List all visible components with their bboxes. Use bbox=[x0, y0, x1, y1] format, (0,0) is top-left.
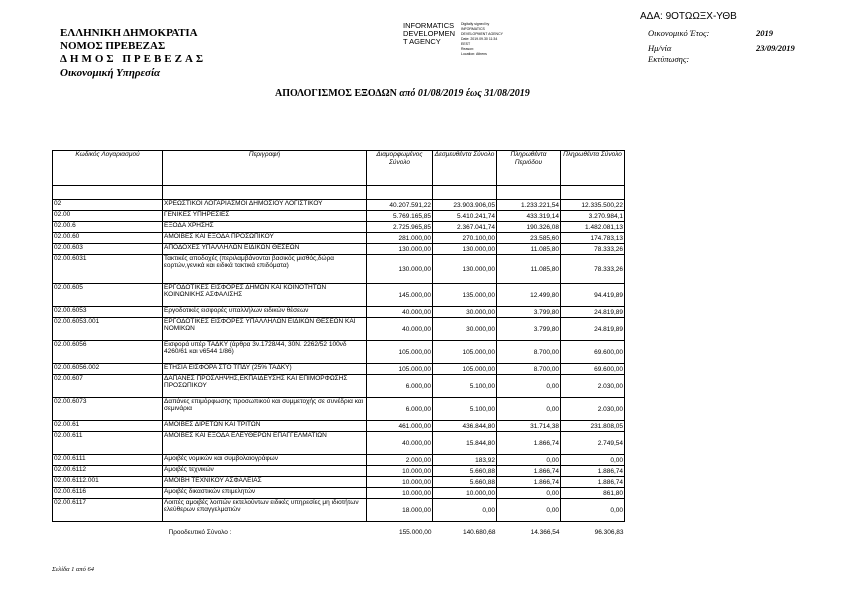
cell-account-code: 02.00.603 bbox=[53, 244, 163, 255]
cell-paid-total: 1.886,74 bbox=[561, 477, 625, 488]
col-header-committed-total: Δεσμευθέντα Σύνολο bbox=[433, 151, 497, 186]
table-row bbox=[53, 200, 625, 211]
table-row bbox=[53, 222, 625, 233]
cell-paid-total: 2.030,00 bbox=[561, 375, 625, 398]
total-spacer bbox=[53, 522, 163, 537]
cell-paid-total: 12.335.500,22 bbox=[561, 200, 625, 211]
cell-account-code: 02.00.6111 bbox=[53, 455, 163, 466]
cell-paid-total: 78.333,26 bbox=[561, 255, 625, 284]
total-paid-period: 14.366,54 bbox=[530, 529, 560, 536]
signature-detail: INFORMATICS bbox=[461, 27, 485, 31]
cell-committed-total: 130.000,00 bbox=[433, 244, 497, 255]
ada-code: ΑΔΑ: 9ΟΤΩΩΞΧ-ΥΘΒ bbox=[640, 11, 737, 22]
signature-line-3: T AGENCY bbox=[403, 37, 441, 46]
cell-account-code: 02.00.6112.001 bbox=[53, 477, 163, 488]
cell-committed-total: 5.410.241,74 bbox=[433, 211, 497, 222]
cell-committed-total: 436.844,80 bbox=[433, 421, 497, 432]
col-header-paid-period: Πληρωθέντα Περιόδου bbox=[497, 151, 561, 186]
org-line-2: ΝΟΜΟΣ ΠΡΕΒΕΖΑΣ bbox=[60, 40, 166, 52]
cell-paid-period: 11.085,80 bbox=[497, 244, 561, 255]
table-row bbox=[53, 499, 625, 522]
cell-description: Αμοιβές τεχνικών bbox=[163, 466, 367, 477]
total-committed: 140.680,68 bbox=[462, 529, 496, 536]
cell-description: Δαπάνες επιμόρφωσης προσωπικού και συμμετοχής σε συνέδρια και σεμινάρια bbox=[163, 398, 367, 421]
cell-account-code: 02.00.6117 bbox=[53, 499, 163, 522]
cell-description: ΧΡΕΩΣΤΙΚΟΙ ΛΟΓΑΡΙΑΣΜΟΙ ΔΗΜΟΣΙΟΥ ΛΟΓΙΣΤΙΚΟΥ bbox=[163, 200, 367, 211]
cell-paid-period: 0,00 bbox=[497, 499, 561, 522]
cell-paid-total: 78.333,26 bbox=[561, 244, 625, 255]
cell-budget-total: 40.000,00 bbox=[367, 307, 433, 318]
total-label: Προοδευτικό Σύνολο : bbox=[168, 529, 232, 536]
total-row bbox=[53, 522, 625, 537]
cell-paid-total: 2.030,00 bbox=[561, 398, 625, 421]
cell-paid-period: 1.866,74 bbox=[497, 466, 561, 477]
cell-description: Αμοιβές νομικών και συμβολαιογράφων bbox=[163, 455, 367, 466]
table-row bbox=[53, 477, 625, 488]
cell-paid-total: 1.886,74 bbox=[561, 466, 625, 477]
table-row bbox=[53, 233, 625, 244]
cell-budget-total: 10.000,00 bbox=[367, 477, 433, 488]
report-title-main: ΑΠΟΛΟΓΙΣΜΟΣ ΕΞΟΔΩΝ bbox=[275, 88, 397, 99]
cell-account-code: 02.00.6073 bbox=[53, 398, 163, 421]
cell-paid-period: 3.799,80 bbox=[497, 307, 561, 318]
cell-committed-total: 105.000,00 bbox=[433, 341, 497, 364]
cell-budget-total: 6.000,00 bbox=[367, 398, 433, 421]
print-date-value: 23/09/2019 bbox=[756, 43, 795, 53]
cell-paid-total: 24.819,89 bbox=[561, 307, 625, 318]
cell-paid-total: 231.808,05 bbox=[561, 421, 625, 432]
cell-paid-period: 11.085,80 bbox=[497, 255, 561, 284]
table-row bbox=[53, 421, 625, 432]
cell-committed-total: 130.000,00 bbox=[433, 255, 497, 284]
signature-details bbox=[461, 22, 503, 57]
cell-paid-total: 1.482.081,13 bbox=[561, 222, 625, 233]
cell-committed-total: 2.367.041,74 bbox=[433, 222, 497, 233]
cell-paid-period: 190.326,08 bbox=[497, 222, 561, 233]
cell-paid-period: 1.866,74 bbox=[497, 432, 561, 455]
cell-paid-total: 69.600,00 bbox=[561, 341, 625, 364]
cell-budget-total: 10.000,00 bbox=[367, 488, 433, 499]
org-line-3: ΔΗΜΟΣ ΠΡΕΒΕΖΑΣ bbox=[60, 53, 207, 65]
report-title-period: από 01/08/2019 έως 31/08/2019 bbox=[399, 88, 530, 99]
print-label: Εκτύπωσης: bbox=[648, 54, 690, 64]
cell-paid-total: 174.783,13 bbox=[561, 233, 625, 244]
cell-description: ΓΕΝΙΚΕΣ ΥΠΗΡΕΣΙΕΣ bbox=[163, 211, 367, 222]
cell-paid-total: 2.749,54 bbox=[561, 432, 625, 455]
cell-paid-total: 94.419,89 bbox=[561, 284, 625, 307]
cell-paid-total: 24.819,89 bbox=[561, 318, 625, 341]
cell-budget-total: 2.725.965,85 bbox=[367, 222, 433, 233]
cell-committed-total: 5.100,00 bbox=[433, 375, 497, 398]
blank-cell bbox=[497, 186, 561, 200]
blank-cell bbox=[561, 186, 625, 200]
cell-paid-period: 433.319,14 bbox=[497, 211, 561, 222]
cell-paid-period: 0,00 bbox=[497, 375, 561, 398]
fiscal-year-label: Οικονομικό Έτος: bbox=[648, 28, 710, 38]
col-header-paid-total: Πληρωθέντα Σύνολο bbox=[561, 151, 625, 186]
blank-cell bbox=[163, 186, 367, 200]
expense-table bbox=[52, 150, 625, 536]
cell-committed-total: 270.100,00 bbox=[433, 233, 497, 244]
cell-account-code: 02.00.611 bbox=[53, 432, 163, 455]
cell-committed-total: 183,92 bbox=[433, 455, 497, 466]
cell-budget-total: 40.000,00 bbox=[367, 318, 433, 341]
cell-description: ΔΑΠΑΝΕΣ ΠΡΟΣΛΗΨΗΣ,ΕΚΠΑΙΔΕΥΣΗΣ ΚΑΙ ΕΠΙΜΟΡΦΩΣΗΣ ΠΡΟΣΩΠΙΚΟΥ bbox=[163, 375, 367, 398]
blank-cell bbox=[53, 186, 163, 200]
cell-description: ΑΜΟΙΒΕΣ ΚΑΙ ΕΞΟΔΑ ΕΛΕΥΘΕΡΩΝ ΕΠΑΓΓΕΛΜΑΤΙΩΝ bbox=[163, 432, 367, 455]
cell-budget-total: 105.000,00 bbox=[367, 341, 433, 364]
cell-description: ΕΞΟΔΑ ΧΡΗΣΗΣ bbox=[163, 222, 367, 233]
cell-paid-total: 69.600,00 bbox=[561, 364, 625, 375]
org-line-4: Οικονομική Υπηρεσία bbox=[60, 67, 161, 79]
col-header-description: Περιγραφή bbox=[163, 151, 367, 186]
table-row bbox=[53, 364, 625, 375]
cell-paid-period: 1.866,74 bbox=[497, 477, 561, 488]
cell-account-code: 02.00.605 bbox=[53, 284, 163, 307]
cell-description: Λοιπές αμοιβές λοιπών εκτελούντων ειδικές υπηρεσίες μη ιδιοτήτων ελεύθερων επαγγελματιών bbox=[163, 499, 367, 522]
cell-description: Αμοιβές δικαστικών επιμελητών bbox=[163, 488, 367, 499]
cell-paid-total: 3.270.984,1 bbox=[561, 211, 625, 222]
cell-committed-total: 23.903.906,05 bbox=[433, 200, 497, 211]
cell-committed-total: 15.844,80 bbox=[433, 432, 497, 455]
cell-description: ΕΡΓΟΔΟΤΙΚΕΣ ΕΙΣΦΟΡΕΣ ΔΗΜΩΝ ΚΑΙ ΚΟΙΝΟΤΗΤΩΝ ΚΟΙΝΩΝΙΚΗΣ ΑΣΦΑΛΙΣΗΣ bbox=[163, 284, 367, 307]
cell-budget-total: 2.000,00 bbox=[367, 455, 433, 466]
table-row bbox=[53, 466, 625, 477]
report-title bbox=[275, 88, 530, 99]
cell-budget-total: 130.000,00 bbox=[367, 244, 433, 255]
cell-paid-period: 31.714,38 bbox=[497, 421, 561, 432]
table-row bbox=[53, 398, 625, 421]
cell-budget-total: 40.207.591,22 bbox=[367, 200, 433, 211]
cell-description: ΑΜΟΙΒΕΣ ΚΑΙ ΕΞΟΔΑ ΠΡΟΣΩΠΙΚΟΥ bbox=[163, 233, 367, 244]
cell-account-code: 02.00.6116 bbox=[53, 488, 163, 499]
cell-paid-period: 23.585,60 bbox=[497, 233, 561, 244]
signature-block bbox=[403, 22, 455, 46]
signature-detail: EEST bbox=[461, 42, 471, 46]
cell-description: Τακτικές αποδοχές (περιλαμβάνονται βασικός μισθός,δώρα εορτών,γενικά και ειδικά τακτικά επιδόματα) bbox=[163, 255, 367, 284]
signature-detail: Date: 2019.09.30 11:34 bbox=[461, 37, 498, 41]
cell-paid-period: 0,00 bbox=[497, 488, 561, 499]
cell-budget-total: 461.000,00 bbox=[367, 421, 433, 432]
table-row bbox=[53, 341, 625, 364]
cell-paid-period: 12.499,80 bbox=[497, 284, 561, 307]
cell-budget-total: 10.000,00 bbox=[367, 466, 433, 477]
cell-paid-total: 861,80 bbox=[561, 488, 625, 499]
cell-account-code: 02.00.607 bbox=[53, 375, 163, 398]
cell-budget-total: 18.000,00 bbox=[367, 499, 433, 522]
cell-budget-total: 6.000,00 bbox=[367, 375, 433, 398]
cell-committed-total: 5.100,00 bbox=[433, 398, 497, 421]
table-row bbox=[53, 432, 625, 455]
cell-account-code: 02.00.6056.002 bbox=[53, 364, 163, 375]
org-line-1: ΕΛΛΗΝΙΚΗ ΔΗΜΟΚΡΑΤΙΑ bbox=[60, 27, 198, 39]
cell-paid-total: 0,00 bbox=[561, 455, 625, 466]
signature-detail: DEVELOPMENT AGENCY bbox=[461, 32, 503, 36]
cell-description: Εισφορά υπέρ ΤΑΔΚΥ (άρθρα 3ν.1728/44, 30Ν. 2262/52 100νδ 4260/61 και ν6544 1/86) bbox=[163, 341, 367, 364]
cell-committed-total: 30.000,00 bbox=[433, 318, 497, 341]
col-header-code: Κωδικός Λογαριασμού bbox=[53, 151, 163, 186]
cell-account-code: 02.00.60 bbox=[53, 233, 163, 244]
cell-account-code: 02.00.6 bbox=[53, 222, 163, 233]
cell-budget-total: 105.000,00 bbox=[367, 364, 433, 375]
cell-paid-total: 0,00 bbox=[561, 499, 625, 522]
cell-description: Εργοδοτικές εισφορές υπαλλήλων ειδικών θέσεων bbox=[163, 307, 367, 318]
cell-budget-total: 130.000,00 bbox=[367, 255, 433, 284]
signature-detail: Reason: bbox=[461, 47, 475, 51]
cell-committed-total: 10.000,00 bbox=[433, 488, 497, 499]
total-paid-total: 96.306,83 bbox=[594, 529, 624, 536]
cell-description: ΑΜΟΙΒΕΣ ΔΙΡΕΤΩΝ ΚΑΙ ΤΡΙΤΩΝ bbox=[163, 421, 367, 432]
cell-budget-total: 40.000,00 bbox=[367, 432, 433, 455]
cell-description: ΕΡΓΟΔΟΤΙΚΕΣ ΕΙΣΦΟΡΕΣ ΥΠΑΛΛΗΛΩΝ ΕΙΔΙΚΩΝ ΘΕΣΕΩΝ ΚΑΙ ΝΟΜΙΚΩΝ bbox=[163, 318, 367, 341]
cell-paid-period: 0,00 bbox=[497, 455, 561, 466]
signature-detail: Digitally signed by bbox=[461, 22, 490, 26]
cell-description: ΕΤΗΣΙΑ ΕΙΣΦΟΡΑ ΣΤΟ ΤΠΔΥ (25% ΤΑΔΚΥ) bbox=[163, 364, 367, 375]
total-budget: 155.000,00 bbox=[398, 529, 432, 536]
cell-account-code: 02.00.6053 bbox=[53, 307, 163, 318]
blank-cell bbox=[433, 186, 497, 200]
signature-line-2: DEVELOPMEN bbox=[403, 29, 456, 38]
table-row bbox=[53, 244, 625, 255]
signature-detail: Location: Athens bbox=[461, 52, 487, 56]
table-row bbox=[53, 488, 625, 499]
table-row bbox=[53, 375, 625, 398]
cell-committed-total: 5.660,88 bbox=[433, 477, 497, 488]
cell-paid-period: 8.700,00 bbox=[497, 341, 561, 364]
cell-committed-total: 135.000,00 bbox=[433, 284, 497, 307]
cell-account-code: 02.00.6112 bbox=[53, 466, 163, 477]
blank-row bbox=[53, 186, 625, 200]
cell-account-code: 02.00.6031 bbox=[53, 255, 163, 284]
cell-account-code: 02.00.6053.001 bbox=[53, 318, 163, 341]
cell-account-code: 02.00.61 bbox=[53, 421, 163, 432]
table-row bbox=[53, 318, 625, 341]
print-date-label: Ημ/νία bbox=[648, 43, 672, 53]
table-header-row bbox=[53, 151, 625, 186]
table-row bbox=[53, 255, 625, 284]
table-row bbox=[53, 284, 625, 307]
cell-paid-period: 3.799,80 bbox=[497, 318, 561, 341]
cell-committed-total: 30.000,00 bbox=[433, 307, 497, 318]
page-number: Σελίδα 1 από 64 bbox=[52, 566, 95, 573]
table-row bbox=[53, 307, 625, 318]
cell-description: ΑΜΟΙΒΗ ΤΕΧΝΙΚΟΥ ΑΣΦΑΛΕΙΑΣ bbox=[163, 477, 367, 488]
blank-cell bbox=[367, 186, 433, 200]
fiscal-year-value: 2019 bbox=[756, 28, 773, 38]
cell-committed-total: 5.660,88 bbox=[433, 466, 497, 477]
cell-account-code: 02.00 bbox=[53, 211, 163, 222]
cell-account-code: 02 bbox=[53, 200, 163, 211]
cell-budget-total: 281.000,00 bbox=[367, 233, 433, 244]
cell-description: ΑΠΟΔΟΧΕΣ ΥΠΑΛΛΗΛΩΝ ΕΙΔΙΚΩΝ ΘΕΣΕΩΝ bbox=[163, 244, 367, 255]
table-row bbox=[53, 211, 625, 222]
table-row bbox=[53, 455, 625, 466]
col-header-budget-total: Διαμορφωμένος Σύνολο bbox=[367, 151, 433, 186]
cell-committed-total: 0,00 bbox=[433, 499, 497, 522]
cell-account-code: 02.00.6056 bbox=[53, 341, 163, 364]
cell-paid-period: 0,00 bbox=[497, 398, 561, 421]
cell-paid-period: 1.233.221,54 bbox=[497, 200, 561, 211]
cell-budget-total: 145.000,00 bbox=[367, 284, 433, 307]
cell-budget-total: 5.769.165,85 bbox=[367, 211, 433, 222]
signature-line-1: INFORMATICS bbox=[403, 21, 455, 30]
cell-committed-total: 105.000,00 bbox=[433, 364, 497, 375]
cell-paid-period: 8.700,00 bbox=[497, 364, 561, 375]
